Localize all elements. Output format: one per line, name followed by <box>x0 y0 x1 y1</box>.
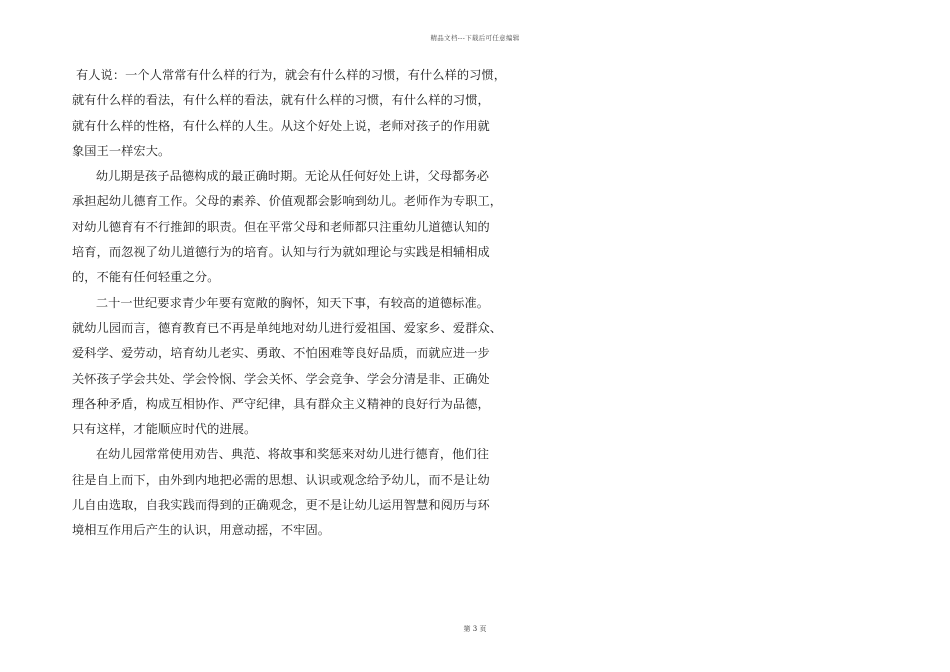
text-line: 只有这样，才能顺应时代的进展。 <box>72 422 257 437</box>
text-line: 对幼儿德育有不行推卸的职责。但在平常父母和老师都只注重幼儿道德认知的 <box>72 219 490 234</box>
text-line: 关怀孩子学会共处、学会怜悯、学会关怀、学会竞争、学会分清是非、正确处 <box>72 371 490 386</box>
text-line: 有人说：一个人常常有什么样的行为，就会有什么样的习惯，有什么样的习惯， <box>72 68 507 82</box>
text-line: 境相互作用后产生的认识，用意动摇，不牢固。 <box>72 523 331 538</box>
text-line: 培育，而忽视了幼儿道德行为的培育。认知与行为就如理论与实践是相辅相成 <box>72 245 490 260</box>
text-line: 就幼儿园而言，德育教育已不再是单纯地对幼儿进行爱祖国、爱家乡、爱群众、 <box>72 320 503 335</box>
text-line: 理各种矛盾，构成互相协作、严守纪律，具有群众主义精神的良好行为品德， <box>72 396 490 411</box>
page-number: 第 3 页 <box>463 625 487 633</box>
text-line: 就有什么样的看法，有什么样的看法，就有什么样的习惯，有什么样的习惯， <box>72 93 490 108</box>
page-header: 精品文档---下载后可任意编辑 <box>430 34 520 42</box>
text-line: 在幼儿园常常使用劝告、典范、将故事和奖惩来对幼儿进行德育，他们往 <box>72 447 490 462</box>
text-line: 二十一世纪要求青少年要有宽敞的胸怀，知天下事，有较高的道德标准。 <box>72 295 490 310</box>
text-line: 爱科学、爱劳动，培育幼儿老实、勇敢、不怕困难等良好品质，而就应进一步 <box>72 346 490 361</box>
text-line: 就有什么样的性格，有什么样的人生。从这个好处上说，老师对孩子的作用就 <box>72 118 490 133</box>
text-line: 象国王一样宏大。 <box>72 143 171 158</box>
text-line: 承担起幼儿德育工作。父母的素养、价值观都会影响到幼儿。老师作为专职工， <box>72 194 503 209</box>
text-line: 儿自由选取，自我实践而得到的正确观念，更不是让幼儿运用智慧和阅历与环 <box>72 498 490 513</box>
text-line: 往是自上而下，由外到内地把必需的思想、认识或观念给予幼儿，而不是让幼 <box>72 472 490 487</box>
text-line: 的，不能有任何轻重之分。 <box>72 270 220 285</box>
text-line: 幼儿期是孩子品德构成的最正确时期。无论从任何好处上讲，父母都务必 <box>72 169 490 184</box>
document-body <box>72 63 507 544</box>
